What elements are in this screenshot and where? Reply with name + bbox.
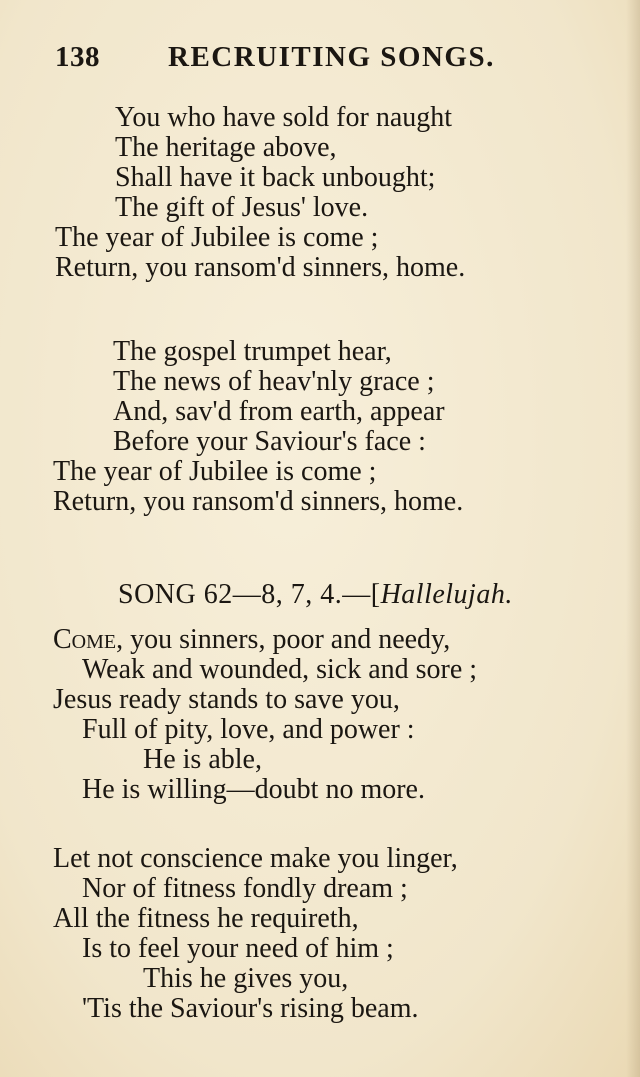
stanza-3-line-2: Weak and wounded, sick and sore ;	[82, 654, 478, 685]
page-number: 138	[55, 41, 100, 73]
stanza-1-line-1: You who have sold for naught	[115, 102, 453, 133]
page-edge-shadow	[626, 0, 640, 1077]
stanza-3-first-word: Come,	[53, 624, 124, 655]
stanza-2-line-6: Return, you ransom'd sinners, home.	[53, 486, 464, 517]
song-heading-label: SONG 62—8, 7, 4.—[	[118, 579, 381, 610]
stanza-2-line-4: Before your Saviour's face :	[113, 426, 426, 457]
stanza-1-line-5: The year of Jubilee is come ;	[55, 222, 379, 253]
stanza-2-line-1: The gospel trumpet hear,	[113, 336, 392, 367]
stanza-3-line-4: Full of pity, love, and power :	[82, 714, 415, 745]
stanza-1-line-3: Shall have it back unbought;	[115, 162, 436, 193]
song-heading-tune: Hallelujah.	[380, 579, 513, 610]
running-title: RECRUITING SONGS.	[168, 41, 495, 73]
stanza-4-line-5: This he gives you,	[143, 963, 349, 994]
stanza-3-line-1	[53, 625, 450, 655]
stanza-4-line-4: Is to feel your need of him ;	[82, 933, 394, 964]
stanza-4-line-1: Let not conscience make you linger,	[53, 843, 458, 874]
stanza-1-line-2: The heritage above,	[115, 132, 337, 163]
stanza-1-line-6: Return, you ransom'd sinners, home.	[55, 252, 466, 283]
stanza-3-first-rest: you sinners, poor and needy,	[123, 624, 451, 655]
stanza-3-line-3: Jesus ready stands to save you,	[53, 684, 400, 715]
stanza-4-line-2: Nor of fitness fondly dream ;	[82, 873, 408, 904]
stanza-3-line-6: He is willing—doubt no more.	[82, 774, 425, 805]
stanza-2-line-5: The year of Jubilee is come ;	[53, 456, 377, 487]
stanza-2-line-2: The news of heav'nly grace ;	[113, 366, 435, 397]
stanza-4-line-6: 'Tis the Saviour's rising beam.	[82, 993, 419, 1024]
stanza-2-line-3: And, sav'd from earth, appear	[113, 396, 445, 427]
stanza-3-line-5: He is able,	[143, 744, 262, 775]
stanza-1-line-4: The gift of Jesus' love.	[115, 192, 369, 223]
stanza-4-line-3: All the fitness he requireth,	[53, 903, 359, 934]
song-heading	[118, 580, 513, 610]
